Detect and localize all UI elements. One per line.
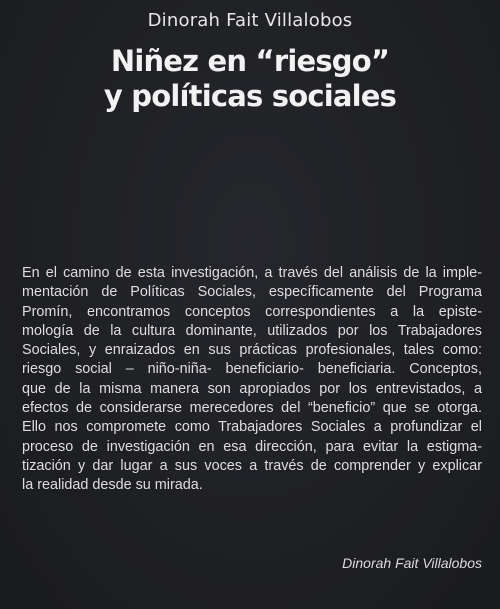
synopsis-line: Ello nos compromete como Trabajadores Sociales a profundizar el [22, 419, 482, 436]
synopsis-paragraph [22, 264, 482, 496]
synopsis-line: En el camino de esta investigación, a través del análisis de la imple- [22, 265, 482, 281]
synopsis-line: tización y dar lugar a sus voces a través de comprender y explicar [22, 457, 482, 474]
synopsis-line: Sociales, y enraizados en sus prácticas profesionales, tales como: [22, 342, 482, 359]
synopsis-line: la realidad desde su mirada. [22, 477, 203, 494]
synopsis-line: Promín, encontramos conceptos correspondientes a la episte- [22, 303, 482, 320]
synopsis-line: mentación de Políticas Sociales, específicamente del Programa [22, 284, 482, 301]
synopsis-line: proceso de investigación en esa dirección, para evitar la estigma- [22, 438, 482, 455]
book-title-line-1: Niñez en “riesgo” [110, 44, 390, 78]
book-title-line-2: y políticas sociales [103, 79, 397, 113]
synopsis-line: efectos de considerarse merecedores del “beneficio” que se otorga. [22, 400, 482, 417]
synopsis-line: riesgo social – niño-niña- beneficiario- beneficiaria. Conceptos, [22, 361, 482, 378]
book-title [0, 44, 500, 114]
author-signature: Dinorah Fait Villalobos [342, 555, 482, 571]
synopsis-line: que de la misma manera son apropiados por los entrevistados, a [22, 380, 482, 397]
synopsis-line: mología de la cultura dominante, utilizados por los Trabajadores [22, 322, 482, 339]
author-name-top: Dinorah Fait Villalobos [147, 10, 353, 31]
